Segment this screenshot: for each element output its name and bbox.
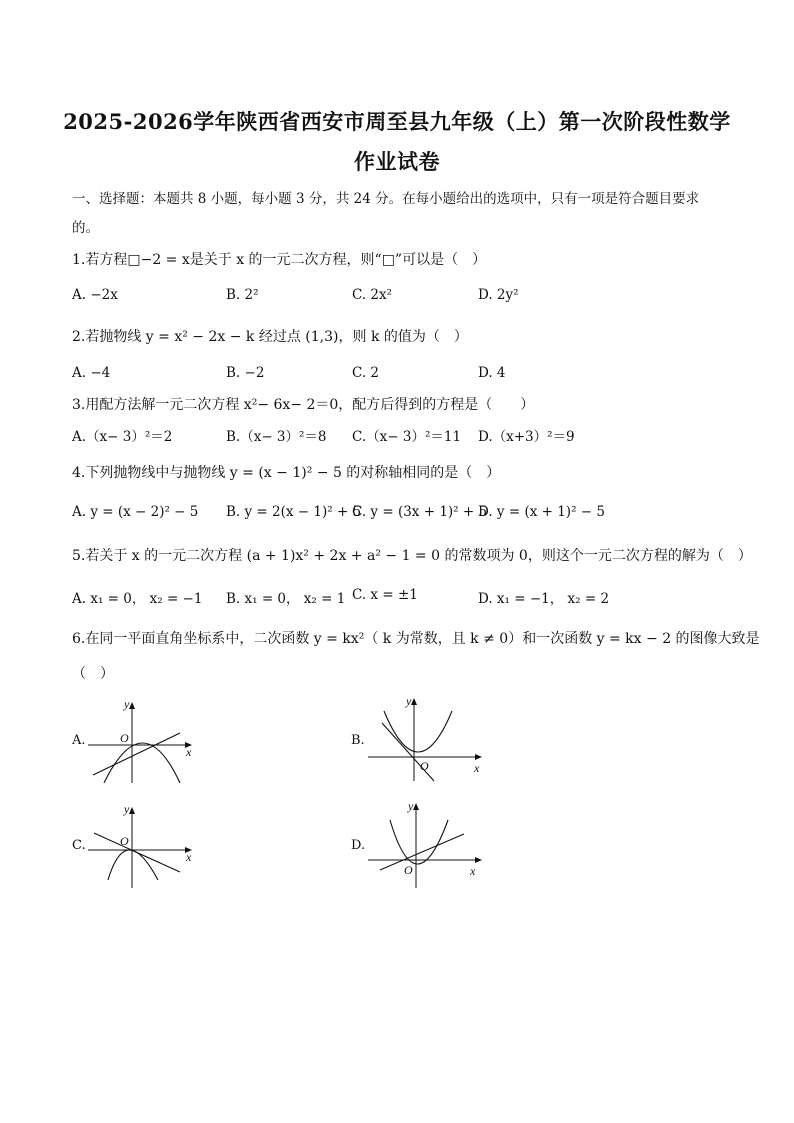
graph-option-c[interactable] — [88, 800, 200, 890]
parabola-curve — [390, 820, 448, 864]
parabola-curve — [104, 743, 180, 783]
section-instruction-line2: 的。 — [72, 220, 99, 236]
question-3-option-b[interactable]: B.（x− 3）²＝8 — [226, 429, 327, 445]
question-6-stem-bracket: （ ） — [72, 666, 114, 682]
question-1-option-c[interactable]: C. 2x² — [352, 287, 393, 303]
y-axis-arrow-icon — [413, 803, 419, 810]
graph-option-d-label[interactable]: D. — [351, 838, 366, 853]
y-axis-label: y — [124, 802, 130, 816]
question-2-option-c[interactable]: C. 2 — [352, 365, 380, 381]
exam-title-line1: 2025-2026学年陕西省西安市周至县九年级（上）第一次阶段性数学 — [63, 109, 731, 134]
y-axis-label: y — [406, 694, 412, 708]
x-axis-arrow-icon — [475, 857, 482, 863]
question-4-stem: 4.下列抛物线中与抛物线 y = (x − 1)² − 5 的对称轴相同的是（ ） — [72, 465, 501, 481]
y-axis-arrow-icon — [411, 698, 417, 705]
question-3-option-c[interactable]: C.（x− 3）²＝11 — [352, 429, 462, 445]
graph-option-c-label[interactable]: C. — [72, 838, 86, 853]
linear-line — [94, 833, 180, 872]
question-5-option-c[interactable]: C. x = ±1 — [352, 587, 418, 603]
y-axis-arrow-icon — [129, 702, 135, 709]
graph-option-a-label[interactable]: A. — [72, 733, 86, 748]
question-6-stem: 6.在同一平面直角坐标系中，二次函数 y = kx²（ k 为常数，且 k ≠ 0）和一次函数 y = kx − 2 的图像大致是 — [72, 631, 760, 647]
question-2-option-d[interactable]: D. 4 — [478, 365, 506, 381]
question-1-stem: 1.若方程□−2 = x是关于 x 的一元二次方程，则“□”可以是（ ） — [72, 252, 487, 268]
graph-option-d[interactable] — [368, 798, 488, 890]
question-5-option-a[interactable]: A. x₁ = 0， x₂ = −1 — [72, 591, 203, 607]
exam-title-line2: 作业试卷 — [354, 149, 440, 174]
graph-option-b[interactable] — [368, 693, 488, 783]
question-1-option-b[interactable]: B. 2² — [226, 287, 259, 303]
linear-line — [93, 733, 180, 775]
y-axis-arrow-icon — [129, 807, 135, 814]
question-4-option-c[interactable]: C. y = (3x + 1)² + 5 — [352, 504, 488, 520]
x-axis-arrow-icon — [475, 754, 482, 760]
question-1-option-d[interactable]: D. 2y² — [478, 287, 519, 303]
origin-label: O — [120, 731, 129, 745]
y-axis-label: y — [408, 799, 414, 813]
section-instruction-line1: 一、选择题：本题共 8 小题，每小题 3 分，共 24 分。在每小题给出的选项中，只有一项是符合题目要求 — [72, 191, 700, 207]
graph-option-b-label[interactable]: B. — [351, 733, 365, 748]
parabola-curve — [384, 711, 452, 752]
question-4-option-d[interactable]: D. y = (x + 1)² − 5 — [478, 504, 605, 520]
x-axis-label: x — [186, 745, 192, 759]
question-4-option-b[interactable]: B. y = 2(x − 1)² + 5 — [226, 504, 362, 520]
question-3-option-a[interactable]: A.（x− 3）²＝2 — [72, 429, 173, 445]
question-3-option-d[interactable]: D.（x+3）²＝9 — [478, 429, 575, 445]
origin-label: O — [420, 759, 429, 773]
x-axis-label: x — [474, 761, 480, 775]
question-5-stem: 5.若关于 x 的一元二次方程 (a + 1)x² + 2x + a² − 1 = 0 的常数项为 0，则这个一元二次方程的解为（ ） — [72, 548, 752, 564]
x-axis-label: x — [186, 850, 192, 864]
question-4-option-a[interactable]: A. y = (x − 2)² − 5 — [72, 504, 199, 520]
origin-label: O — [404, 863, 413, 877]
parabola-curve — [108, 850, 158, 880]
linear-line — [380, 834, 464, 870]
x-axis-label: x — [470, 864, 476, 878]
question-3-stem: 3.用配方法解一元二次方程 x²− 6x− 2＝0，配方后得到的方程是（ ） — [72, 397, 535, 413]
y-axis-label: y — [124, 697, 130, 711]
question-5-option-d[interactable]: D. x₁ = −1， x₂ = 2 — [478, 591, 610, 607]
origin-label: O — [120, 834, 129, 848]
graph-option-a[interactable] — [88, 695, 200, 785]
question-2-option-b[interactable]: B. −2 — [226, 365, 265, 381]
question-2-stem: 2.若抛物线 y = x² − 2x − k 经过点 (1,3)，则 k 的值为（ ） — [72, 329, 468, 345]
question-2-option-a[interactable]: A. −4 — [72, 365, 111, 381]
question-5-option-b[interactable]: B. x₁ = 0， x₂ = 1 — [226, 591, 346, 607]
question-1-option-a[interactable]: A. −2x — [72, 287, 118, 303]
